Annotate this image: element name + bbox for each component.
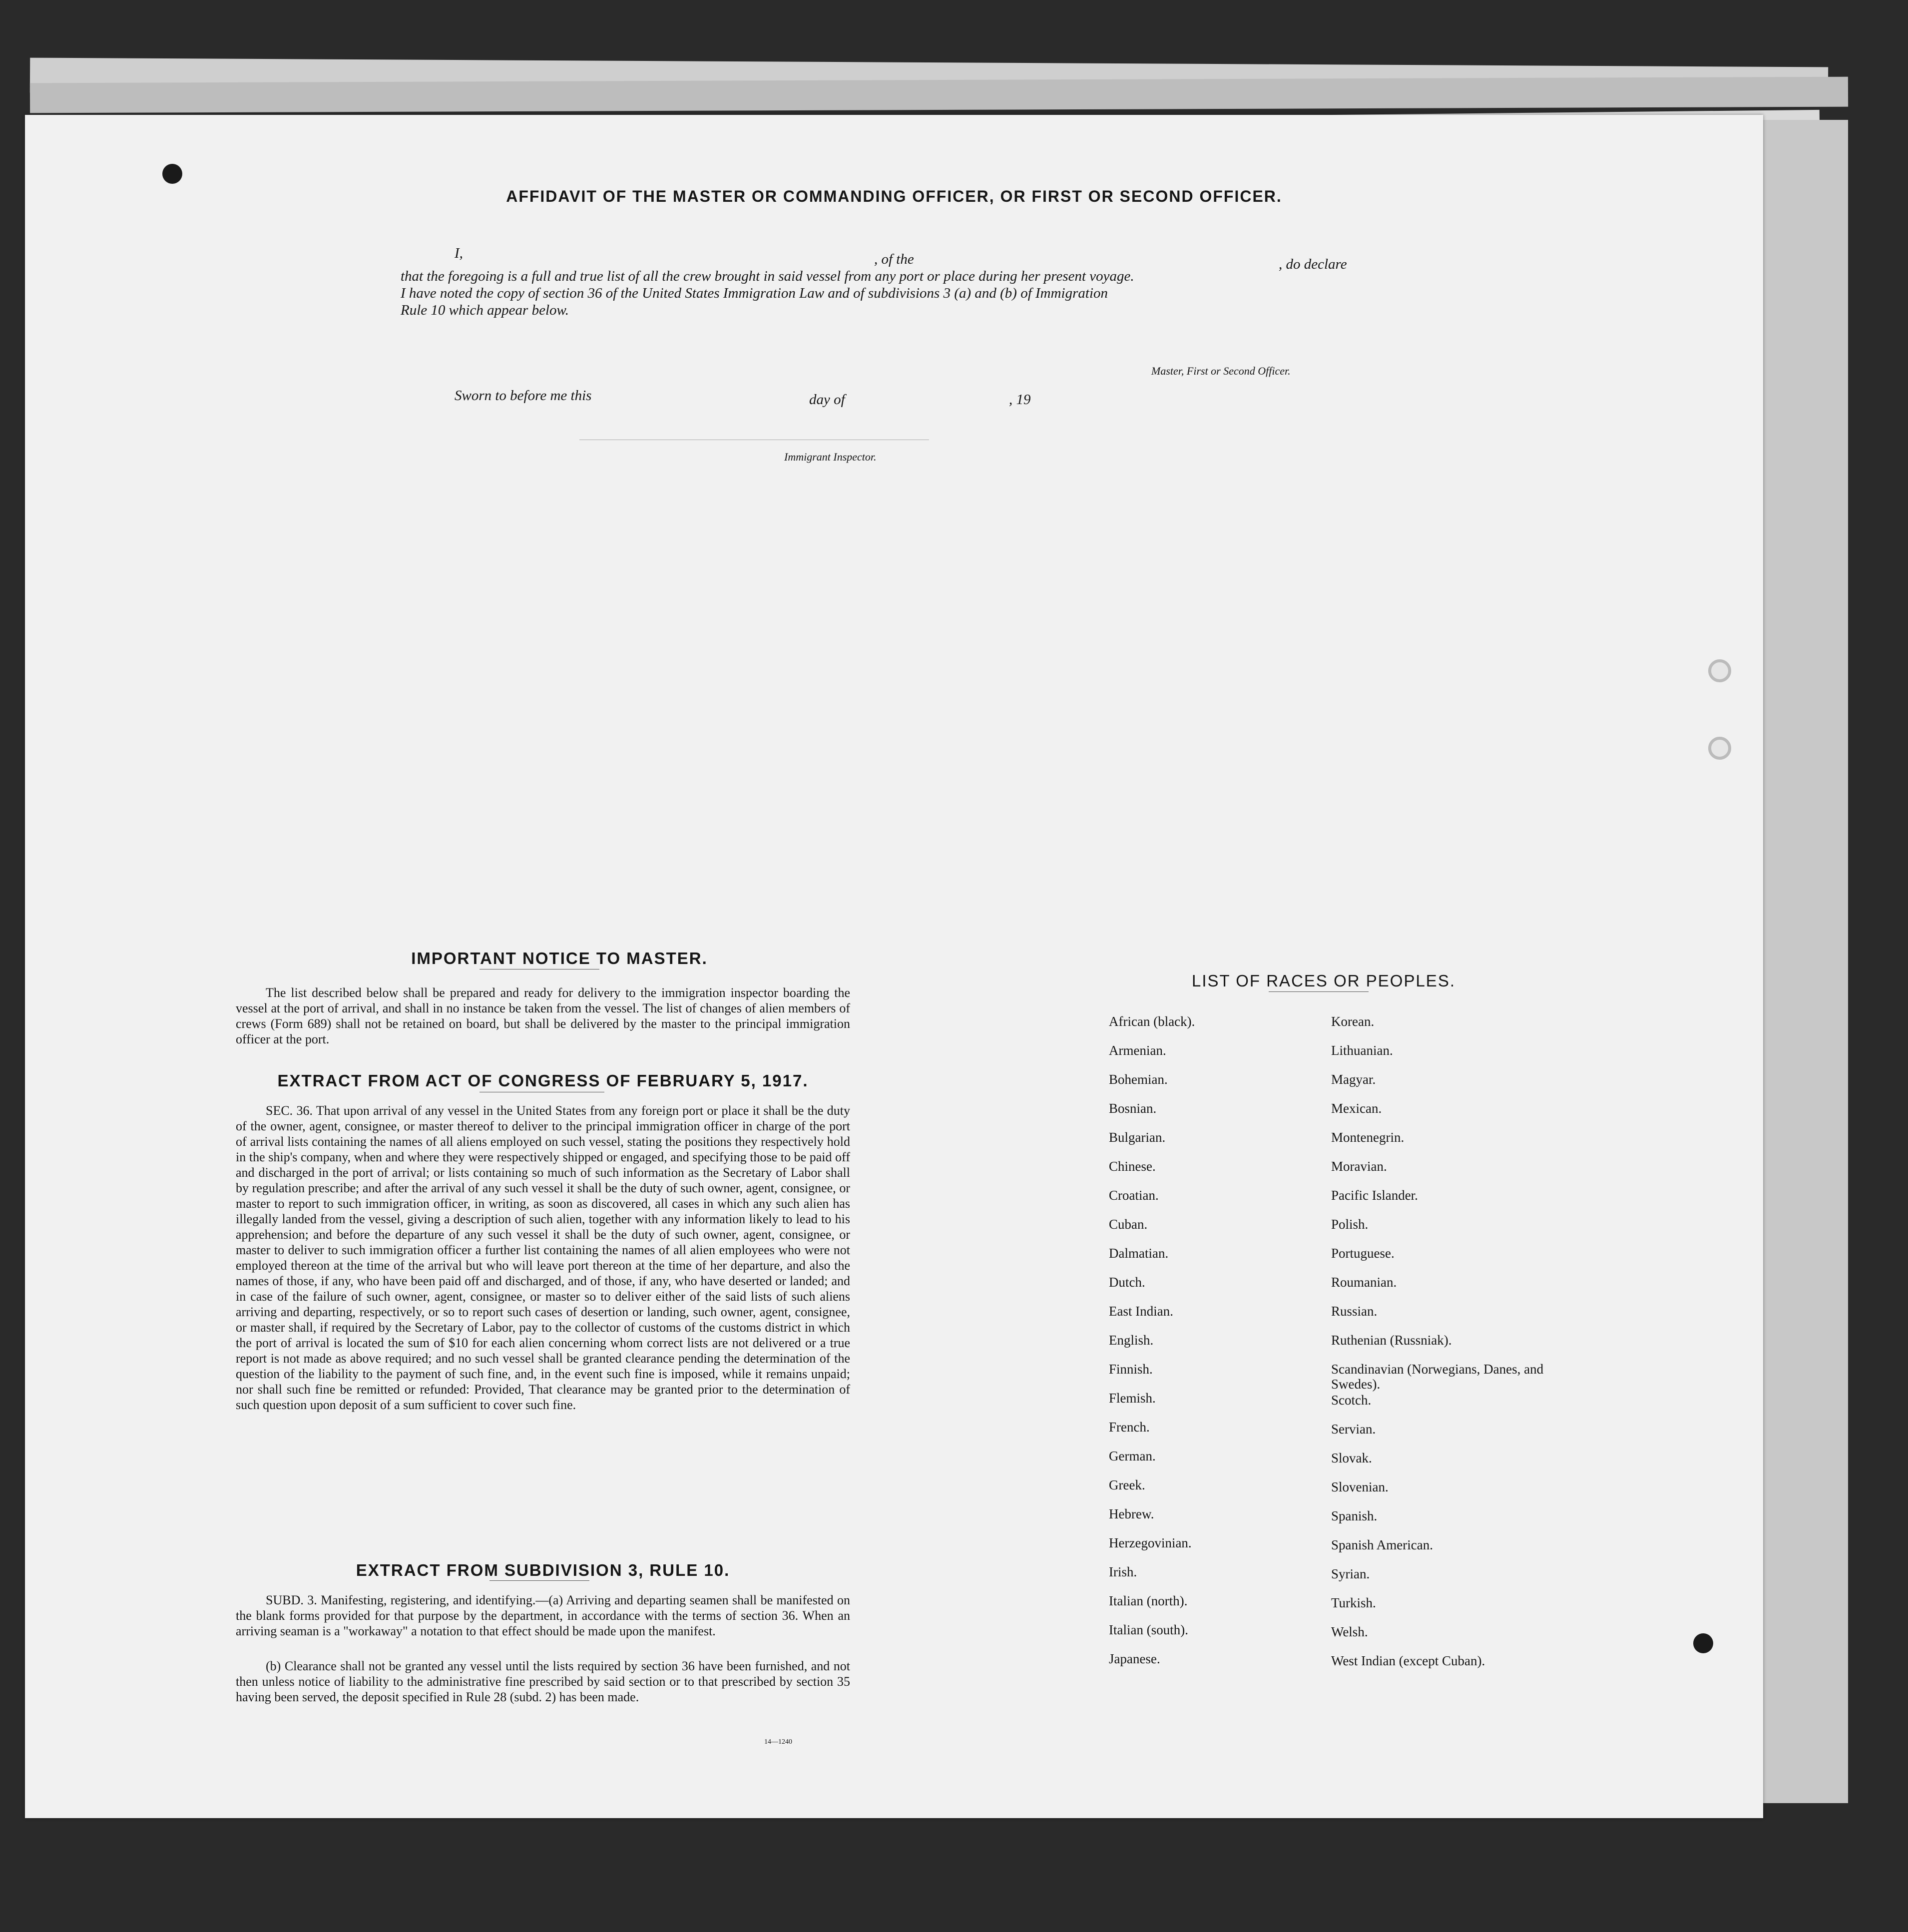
race-item: Montenegrin. xyxy=(1331,1130,1405,1145)
race-item: Bosnian. xyxy=(1109,1101,1157,1116)
race-item: Hebrew. xyxy=(1109,1506,1154,1521)
race-item: Herzegovinian. xyxy=(1109,1535,1192,1550)
binder-hole xyxy=(1708,659,1731,682)
race-item: French. xyxy=(1109,1420,1150,1435)
affidavit-line-3: I have noted the copy of section 36 of the United States Immigration Law and of subdivisions 3 (a) and (b) of Immigration xyxy=(401,285,1108,301)
master-signature-label: Master, First or Second Officer. xyxy=(1151,365,1291,377)
race-item: Welsh. xyxy=(1331,1624,1368,1639)
binder-hole xyxy=(1708,737,1731,760)
race-item: Flemish. xyxy=(1109,1391,1156,1406)
races-left-column xyxy=(1109,1014,1324,1680)
rule-title: EXTRACT FROM SUBDIVISION 3, RULE 10. xyxy=(356,1561,730,1579)
race-item: Moravian. xyxy=(1331,1159,1387,1174)
race-item: West Indian (except Cuban). xyxy=(1331,1653,1485,1668)
rule-body-b: (b) Clearance shall not be granted any vessel until the lists required by section 36 have been furnished, and not then unless notice of liability to the administrative fine prescribed by said section or to that prescribed by section 35 having been served, the deposit specified in Rule 28 (subd. 2) has been made. xyxy=(236,1659,850,1704)
race-item: Syrian. xyxy=(1331,1566,1370,1581)
race-item: Korean. xyxy=(1331,1014,1375,1029)
race-item: Armenian. xyxy=(1109,1043,1166,1058)
race-item: Chinese. xyxy=(1109,1159,1156,1174)
race-item: Servian. xyxy=(1331,1422,1376,1437)
year-text: , 19 xyxy=(1009,392,1031,408)
act-body: SEC. 36. That upon arrival of any vessel in the United States from any foreign port or place it shall be the duty of the owner, agent, consignee, or master thereof to deliver to the principal immigration officer in charge of the port of arrival lists containing the names of all aliens employed on such vessel, stating the positions they respectively hold in the ship's company, when and where they were respectively shipped or engaged, and specifying those to be paid off and discharged in the port of arrival; or lists containing so much of such information as the Secretary of Labor shall by regulation prescribe; and after the arrival of any such vessel it shall be the duty of such owner, agent, consignee, or master to report to such immigration officer, in writing, as soon as discovered, all cases in which any such alien has illegally landed from the vessel, giving a description of such alien, together with any information likely to lead to his apprehension; and before the departure of any such vessel it shall be the duty of such owner, agent, consignee, or master to deliver to such immigration officer a further list containing the names of all alien employees who were not employed thereon at the time of the arrival but who will leave port thereon at the time of her departure, and also the names of those, if any, who have been paid off and discharged, and of those, if any, who have deserted or landed; and in case of the failure of such owner, agent, consignee, or master so to deliver either of the said lists of such aliens arriving and departing, respectively, or so to report such cases of desertion or landing, such owner, agent, consignee, or master shall, if required by the Secretary of Labor, pay to the collector of customs of the customs district in which the port of arrival is located the sum of $10 for each alien concerning whom correct lists are not delivered or a true report is not made as above required; and no such vessel shall be granted clearance pending the determination of the question of the liability to the payment of such fine, and, in the event such fine is imposed, while it remains unpaid; nor shall such fine be remitted or refunded: Provided, That clearance may be granted prior to the determination of such question upon deposit of a sum sufficient to cover such fine. xyxy=(236,1103,850,1412)
affidavit-title: AFFIDAVIT OF THE MASTER OR COMMANDING OFFICER, OR FIRST OR SECOND OFFICER. xyxy=(506,187,1282,205)
race-item: Spanish. xyxy=(1331,1508,1378,1523)
race-item: Greek. xyxy=(1109,1477,1145,1492)
races-right-column xyxy=(1331,1014,1546,1682)
race-item: Italian (north). xyxy=(1109,1593,1188,1608)
race-item: Turkish. xyxy=(1331,1595,1376,1610)
race-item: Bohemian. xyxy=(1109,1072,1168,1087)
races-title: LIST OF RACES OR PEOPLES. xyxy=(1191,971,1456,990)
page-stack-edge xyxy=(30,77,1848,113)
race-item: Japanese. xyxy=(1109,1651,1160,1666)
notice-body: The list described below shall be prepared and ready for delivery to the immigration inspector boarding the vessel at the port of arrival, and shall in no instance be taken from the vessel. The list of changes of alien members of crews (Form 689) shall not be retained on board, but shall be delivered by the master to the principal immigration officer at the port. xyxy=(236,985,850,1046)
race-item: Bulgarian. xyxy=(1109,1130,1166,1145)
race-item: Spanish American. xyxy=(1331,1537,1433,1552)
race-item: East Indian. xyxy=(1109,1304,1173,1319)
bleed-through-text xyxy=(225,190,234,224)
race-item: English. xyxy=(1109,1333,1154,1348)
race-item: Portuguese. xyxy=(1331,1246,1395,1261)
form-number: 14—1240 xyxy=(764,1738,792,1746)
race-item: Pacific Islander. xyxy=(1331,1188,1418,1203)
race-item: Dalmatian. xyxy=(1109,1246,1169,1261)
race-item: Dutch. xyxy=(1109,1275,1145,1290)
notice-title: IMPORTANT NOTICE TO MASTER. xyxy=(411,949,708,967)
day-of-text: day of xyxy=(809,392,845,408)
race-item: Mexican. xyxy=(1331,1101,1382,1116)
affidavit-line-i: I, xyxy=(455,245,463,261)
affidavit-line-2: that the foregoing is a full and true list of all the crew brought in said vessel from any port or place during her present voyage. xyxy=(401,268,1134,284)
race-item: Irish. xyxy=(1109,1564,1137,1579)
race-item: Polish. xyxy=(1331,1217,1369,1232)
punch-hole xyxy=(162,164,182,184)
races-rule xyxy=(1269,991,1369,992)
race-item: Croatian. xyxy=(1109,1188,1159,1203)
affidavit-line-4: Rule 10 which appear below. xyxy=(401,302,569,318)
affidavit-do-declare: , do declare xyxy=(1279,256,1347,272)
race-item: Slovak. xyxy=(1331,1450,1372,1465)
punch-hole xyxy=(1693,1633,1713,1653)
affidavit-of-the: , of the xyxy=(874,251,914,267)
act-title: EXTRACT FROM ACT OF CONGRESS OF FEBRUARY 5, 1917. xyxy=(277,1071,809,1090)
race-item: Cuban. xyxy=(1109,1217,1148,1232)
document-page xyxy=(25,115,1763,1818)
race-item: Magyar. xyxy=(1331,1072,1376,1087)
race-item: African (black). xyxy=(1109,1014,1195,1029)
rule-rule xyxy=(489,1580,589,1581)
sworn-text: Sworn to before me this xyxy=(455,388,592,404)
race-item: Italian (south). xyxy=(1109,1622,1188,1637)
race-item: Roumanian. xyxy=(1331,1275,1397,1290)
race-item: Russian. xyxy=(1331,1304,1378,1319)
race-item: Finnish. xyxy=(1109,1362,1153,1377)
race-item: Scandinavian (Norwegians, Danes, and Swedes). xyxy=(1331,1362,1544,1392)
race-item: Lithuanian. xyxy=(1331,1043,1393,1058)
rule-body-a: SUBD. 3. Manifesting, registering, and identifying.—(a) Arriving and departing seamen shall be manifested on the blank forms provided for that purpose by the department, in accordance with the terms of section 36. When an arriving seaman is a "workaway" a notation to that effect should be made upon the manifest. xyxy=(236,1593,850,1638)
race-item: Slovenian. xyxy=(1331,1479,1389,1494)
inspector-signature-label: Immigrant Inspector. xyxy=(784,451,877,463)
race-item: Scotch. xyxy=(1331,1393,1372,1408)
race-item: German. xyxy=(1109,1449,1156,1463)
race-item: Ruthenian (Russniak). xyxy=(1331,1333,1452,1348)
